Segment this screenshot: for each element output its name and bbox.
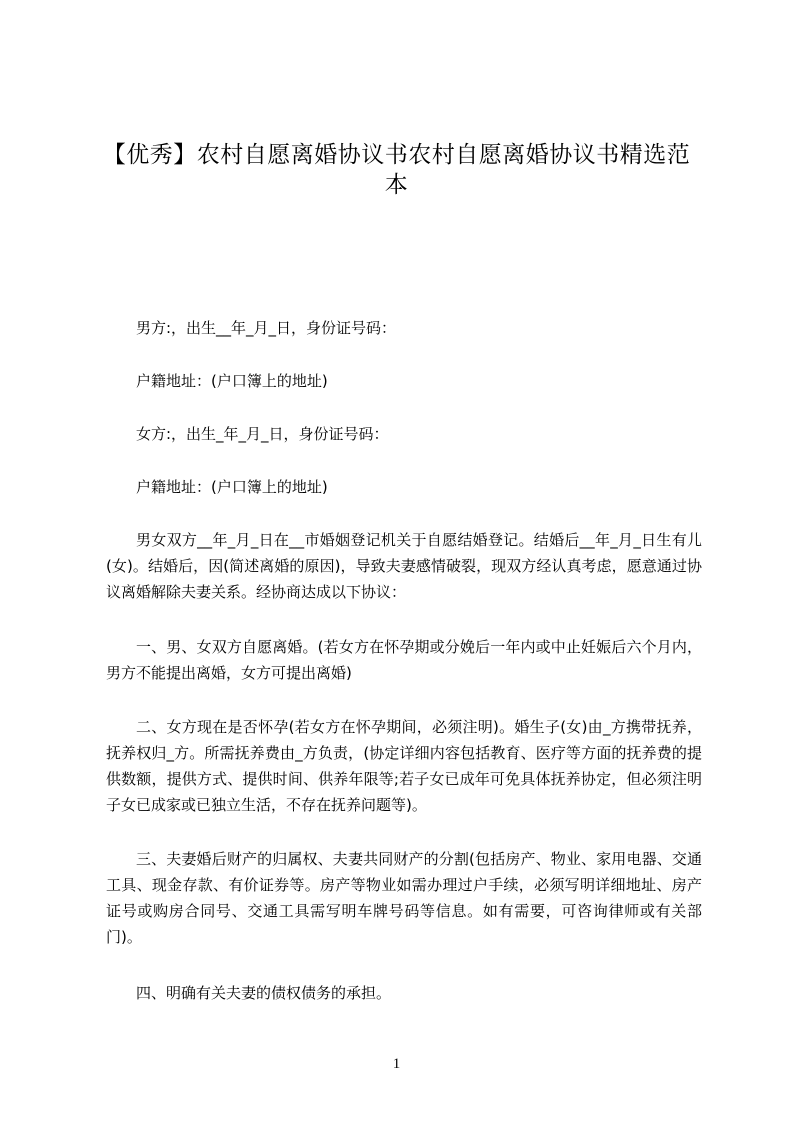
paragraph-male-party: 男方:，出生__年_月_日，身份证号码：	[136, 319, 397, 337]
document-title: 【优秀】农村自愿离婚协议书农村自愿离婚协议书精选范本	[102, 142, 691, 198]
paragraph-marriage-background: 男女双方__年_月_日在__市婚姻登记机关于自愿结婚登记。结婚后__年_月_日生有儿(女)。结婚后，因(简述离婚的原因)，导致夫妻感情破裂，现双方经认真考虑，愿意通过协议离婚解除夫妻关系。经协商达成以下协议：	[106, 531, 702, 601]
paragraph-clause-2: 二、女方现在是否怀孕(若女方在怀孕期间，必须注明)。婚生子(女)由_方携带抚养，抚养权归_方。所需抚养费由_方负责，(协定详细内容包括教育、医疗等方面的抚养费的提供数额，提供方式、提供时间、供养年限等;若子女已成年可免具体抚养协定，但必须注明子女已成家或已独立生活，不存在抚养问题等)。	[106, 718, 702, 814]
paragraph-clause-1: 一、男、女双方自愿离婚。(若女方在怀孕期或分娩后一年内或中止妊娠后六个月内，男方不能提出离婚，女方可提出离婚)	[106, 638, 702, 682]
paragraph-clause-4: 四、明确有关夫妻的债权债务的承担。	[136, 984, 392, 1002]
page-number: 1	[392, 1056, 401, 1072]
paragraph-clause-3: 三、夫妻婚后财产的归属权、夫妻共同财产的分割(包括房产、物业、家用电器、交通工具、现金存款、有价证券等。房产等物业如需办理过户手续，必须写明详细地址、房产证号或购房合同号、交通工具需写明车牌号码等信息。如有需要，可咨询律师或有关部门)。	[106, 850, 702, 946]
paragraph-male-address: 户籍地址：(户口簿上的地址)	[136, 372, 328, 390]
paragraph-female-address: 户籍地址：(户口簿上的地址)	[136, 478, 328, 496]
paragraph-female-party: 女方:，出生_年_月_日，身份证号码：	[136, 425, 389, 443]
